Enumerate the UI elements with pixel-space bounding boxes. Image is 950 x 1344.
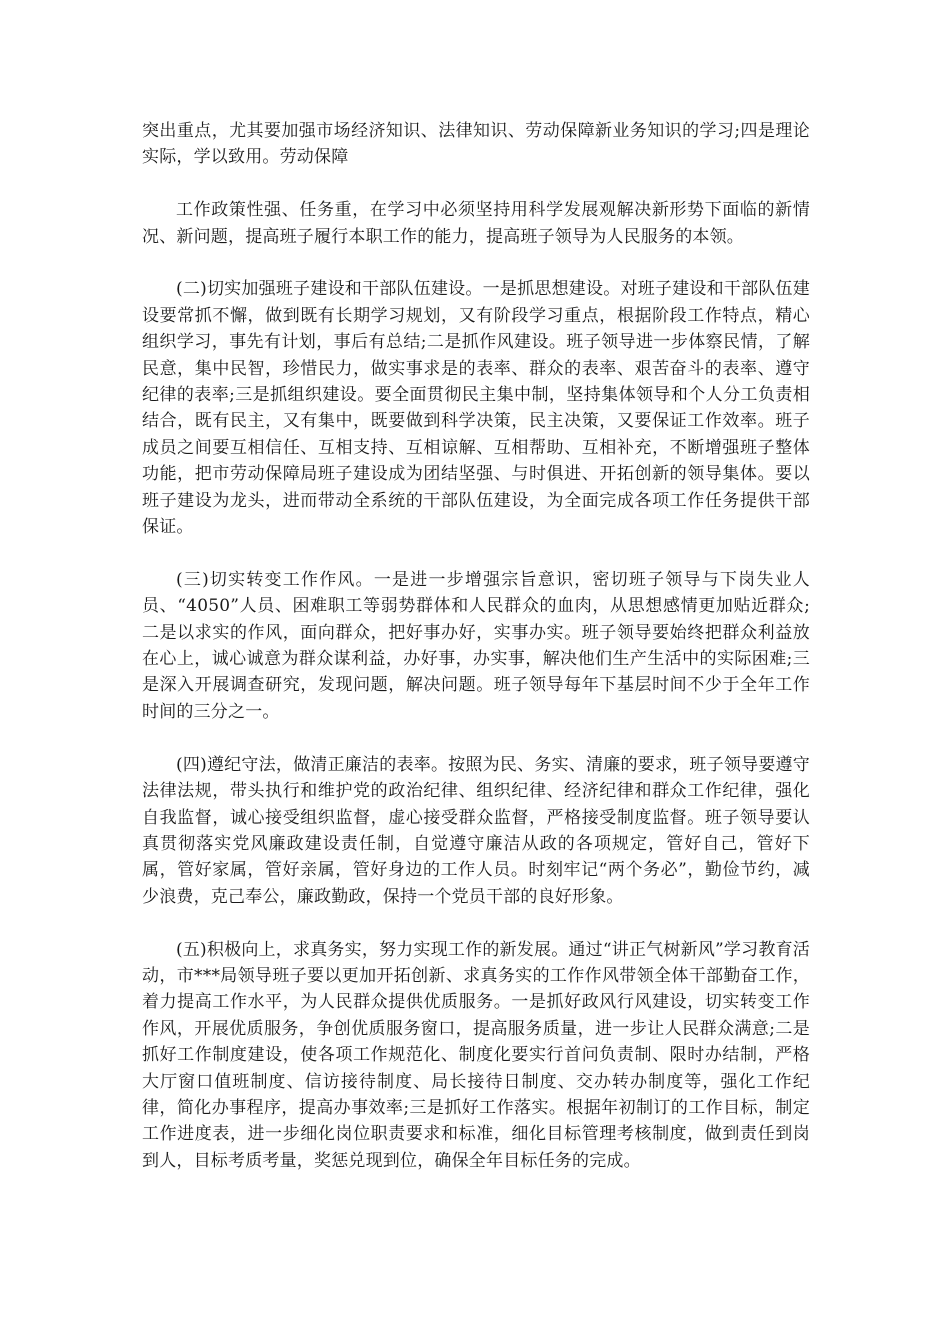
paragraph-section-4-integrity: (四)遵纪守法，做清正廉洁的表率。按照为民、务实、清廉的要求，班子领导要遵守法律法规，带头执行和维护党的政治纪律、组织纪律、经济纪律和群众工作纪律，强化自我监督，诚心接受组织监督，虚心接受群众监督，严格接受制度监督。班子领导要认真贯彻落实党风廉政建设责任制，自觉遵守廉洁从政的各项规定，管好自己，管好下属，管好家属，管好亲属，管好身边的工作人员。时刻牢记“两个务必”，勤俭节约，减少浪费，克己奉公，廉政勤政，保持一个党员干部的良好形象。 — [142, 754, 810, 907]
document-page — [142, 118, 810, 1201]
paragraph-labor-security-work: 工作政策性强、任务重，在学习中必须坚持用科学发展观解决新形势下面临的新情况、新问题，提高班子履行本职工作的能力，提高班子领导为人民服务的本领。 — [142, 200, 810, 247]
paragraph-section-3-work-style: (三)切实转变工作作风。一是进一步增强宗旨意识，密切班子领导与下岗失业人员、“4050”人员、困难职工等弱势群体和人民群众的血肉，从思想感情更加贴近群众;二是以求实的作风，面向群众，把好事办好，实事办实。班子领导要始终把群众利益放在心上，诚心诚意为群众谋利益，办好事，办实事，解决他们生产生活中的实际困难;三是深入开展调查研究，发现问题，解决问题。班子领导每年下基层时间不少于全年工作时间的三分之一。 — [142, 569, 810, 722]
paragraph-continuation: 突出重点，尤其要加强市场经济知识、法律知识、劳动保障新业务知识的学习;四是理论实际，学以致用。劳动保障 — [142, 121, 810, 168]
paragraph-section-5-development: (五)积极向上，求真务实，努力实现工作的新发展。通过“讲正气树新风”学习教育活动，市***局领导班子要以更加开拓创新、求真务实的工作作风带领全体干部勤奋工作，着力提高工作水平，为人民群众提供优质服务。一是抓好政风行风建设，切实转变工作作风，开展优质服务，争创优质服务窗口，提高服务质量，进一步让人民群众满意;二是抓好工作制度建设，使各项工作规范化、制度化要实行首问负责制、限时办结制，严格大厅窗口值班制度、信访接待制度、局长接待日制度、交办转办制度等，强化工作纪律，简化办事程序，提高办事效率;三是抓好工作落实。根据年初制订的工作目标，制定工作进度表，进一步细化岗位职责要求和标准，细化目标管理考核制度，做到责任到岗到人，目标考质考量，奖惩兑现到位，确保全年目标任务的完成。 — [142, 939, 810, 1171]
paragraph-section-2-team-building: (二)切实加强班子建设和干部队伍建设。一是抓思想建设。对班子建设和干部队伍建设要常抓不懈，做到既有长期学习规划，又有阶段学习重点，根据阶段工作特点，精心组织学习，事先有计划，事后有总结;二是抓作风建设。班子领导进一步体察民情，了解民意，集中民智，珍惜民力，做实事求是的表率、群众的表率、艰苦奋斗的表率、遵守纪律的表率;三是抓组织建设。要全面贯彻民主集中制，坚持集体领导和个人分工负责相结合，既有民主，又有集中，既要做到科学决策，民主决策，又要保证工作效率。班子成员之间要互相信任、互相支持、互相谅解、互相帮助、互相补充，不断增强班子整体功能，把市劳动保障局班子建设成为团结坚强、与时俱进、开拓创新的领导集体。要以班子建设为龙头，进而带动全系统的干部队伍建设，为全面完成各项工作任务提供干部保证。 — [142, 279, 810, 538]
